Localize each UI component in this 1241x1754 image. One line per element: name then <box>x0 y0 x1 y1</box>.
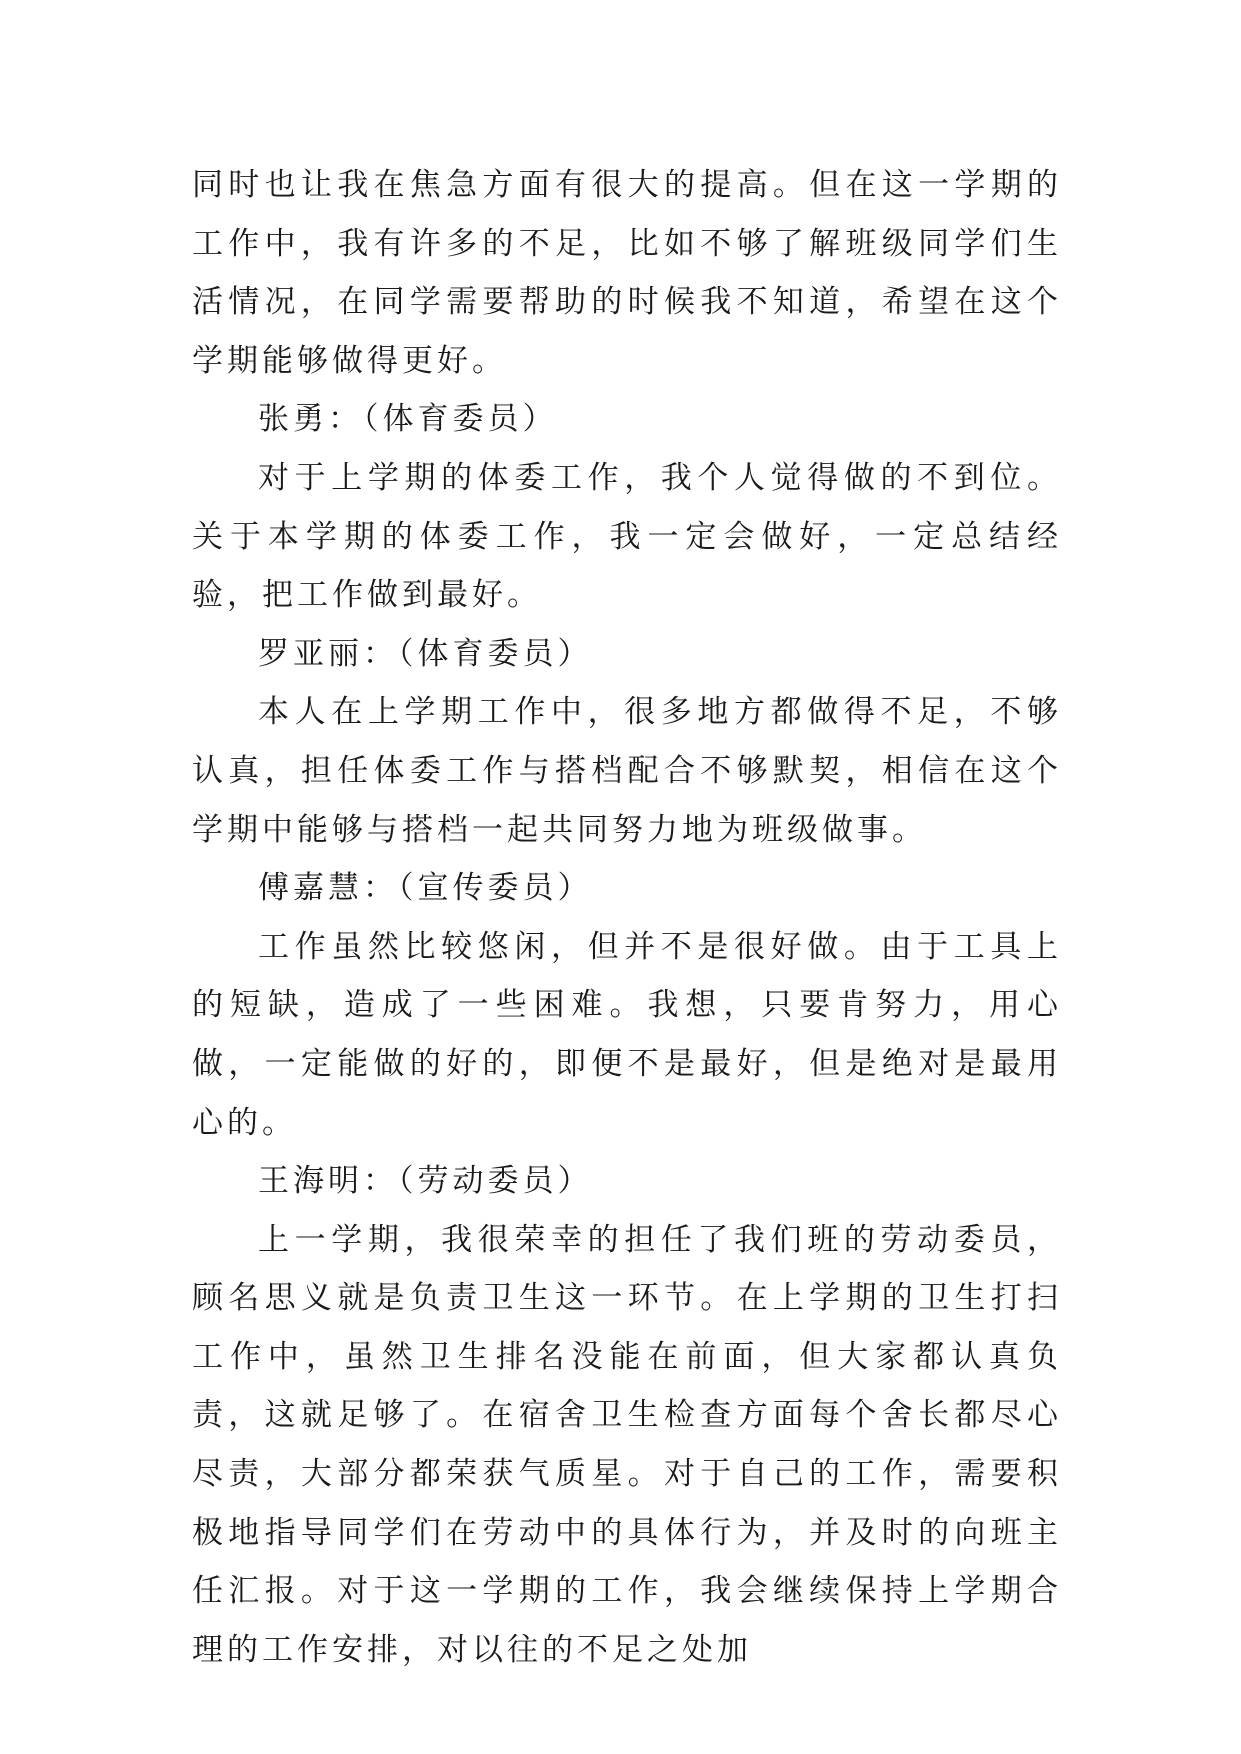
paragraph-continuation: 同时也让我在焦急方面有很大的提高。但在这一学期的工作中，我有许多的不足，比如不够了解班级同学们生活情况，在同学需要帮助的时候我不知道，希望在这个学期能够做得更好。 <box>192 167 1062 379</box>
paragraph-luo-yali: 本人在上学期工作中，很多地方都做得不足，不够认真，担任体委工作与搭档配合不够默契，相信在这个学期中能够与搭档一起共同努力地为班级做事。 <box>192 694 1062 848</box>
speaker-heading-luo-yali: 罗亚丽：（体育委员） <box>258 635 593 672</box>
speaker-heading-fu-jiahui: 傅嘉慧：（宣传委员） <box>258 870 593 907</box>
paragraph-wang-haiming: 上一学期，我很荣幸的担任了我们班的劳动委员，顾名思义就是负责卫生这一环节。在上学期的卫生打扫工作中，虽然卫生排名没能在前面，但大家都认真负责，这就足够了。在宿舍卫生检查方面每个舍长都尽心尽责，大部分都荣获气质星。对于自己的工作，需要积极地指导同学们在劳动中的具体行为，并及时的向班主任汇报。对于这一学期的工作，我会继续保持上学期合理的工作安排，对以往的不足之处加 <box>192 1221 1062 1668</box>
paragraph-fu-jiahui: 工作虽然比较悠闲，但并不是很好做。由于工具上的短缺，造成了一些困难。我想，只要肯努力，用心做，一定能做的好的，即便不是最好，但是绝对是最用心的。 <box>192 928 1062 1141</box>
paragraph-zhang-yong: 对于上学期的体委工作，我个人觉得做的不到位。关于本学期的体委工作，我一定会做好，一定总结经验，把工作做到最好。 <box>192 459 1062 614</box>
speaker-heading-zhang-yong: 张勇：（体育委员） <box>258 401 558 438</box>
speaker-heading-wang-haiming: 王海明：（劳动委员） <box>258 1163 593 1200</box>
document-body <box>192 156 1062 1679</box>
